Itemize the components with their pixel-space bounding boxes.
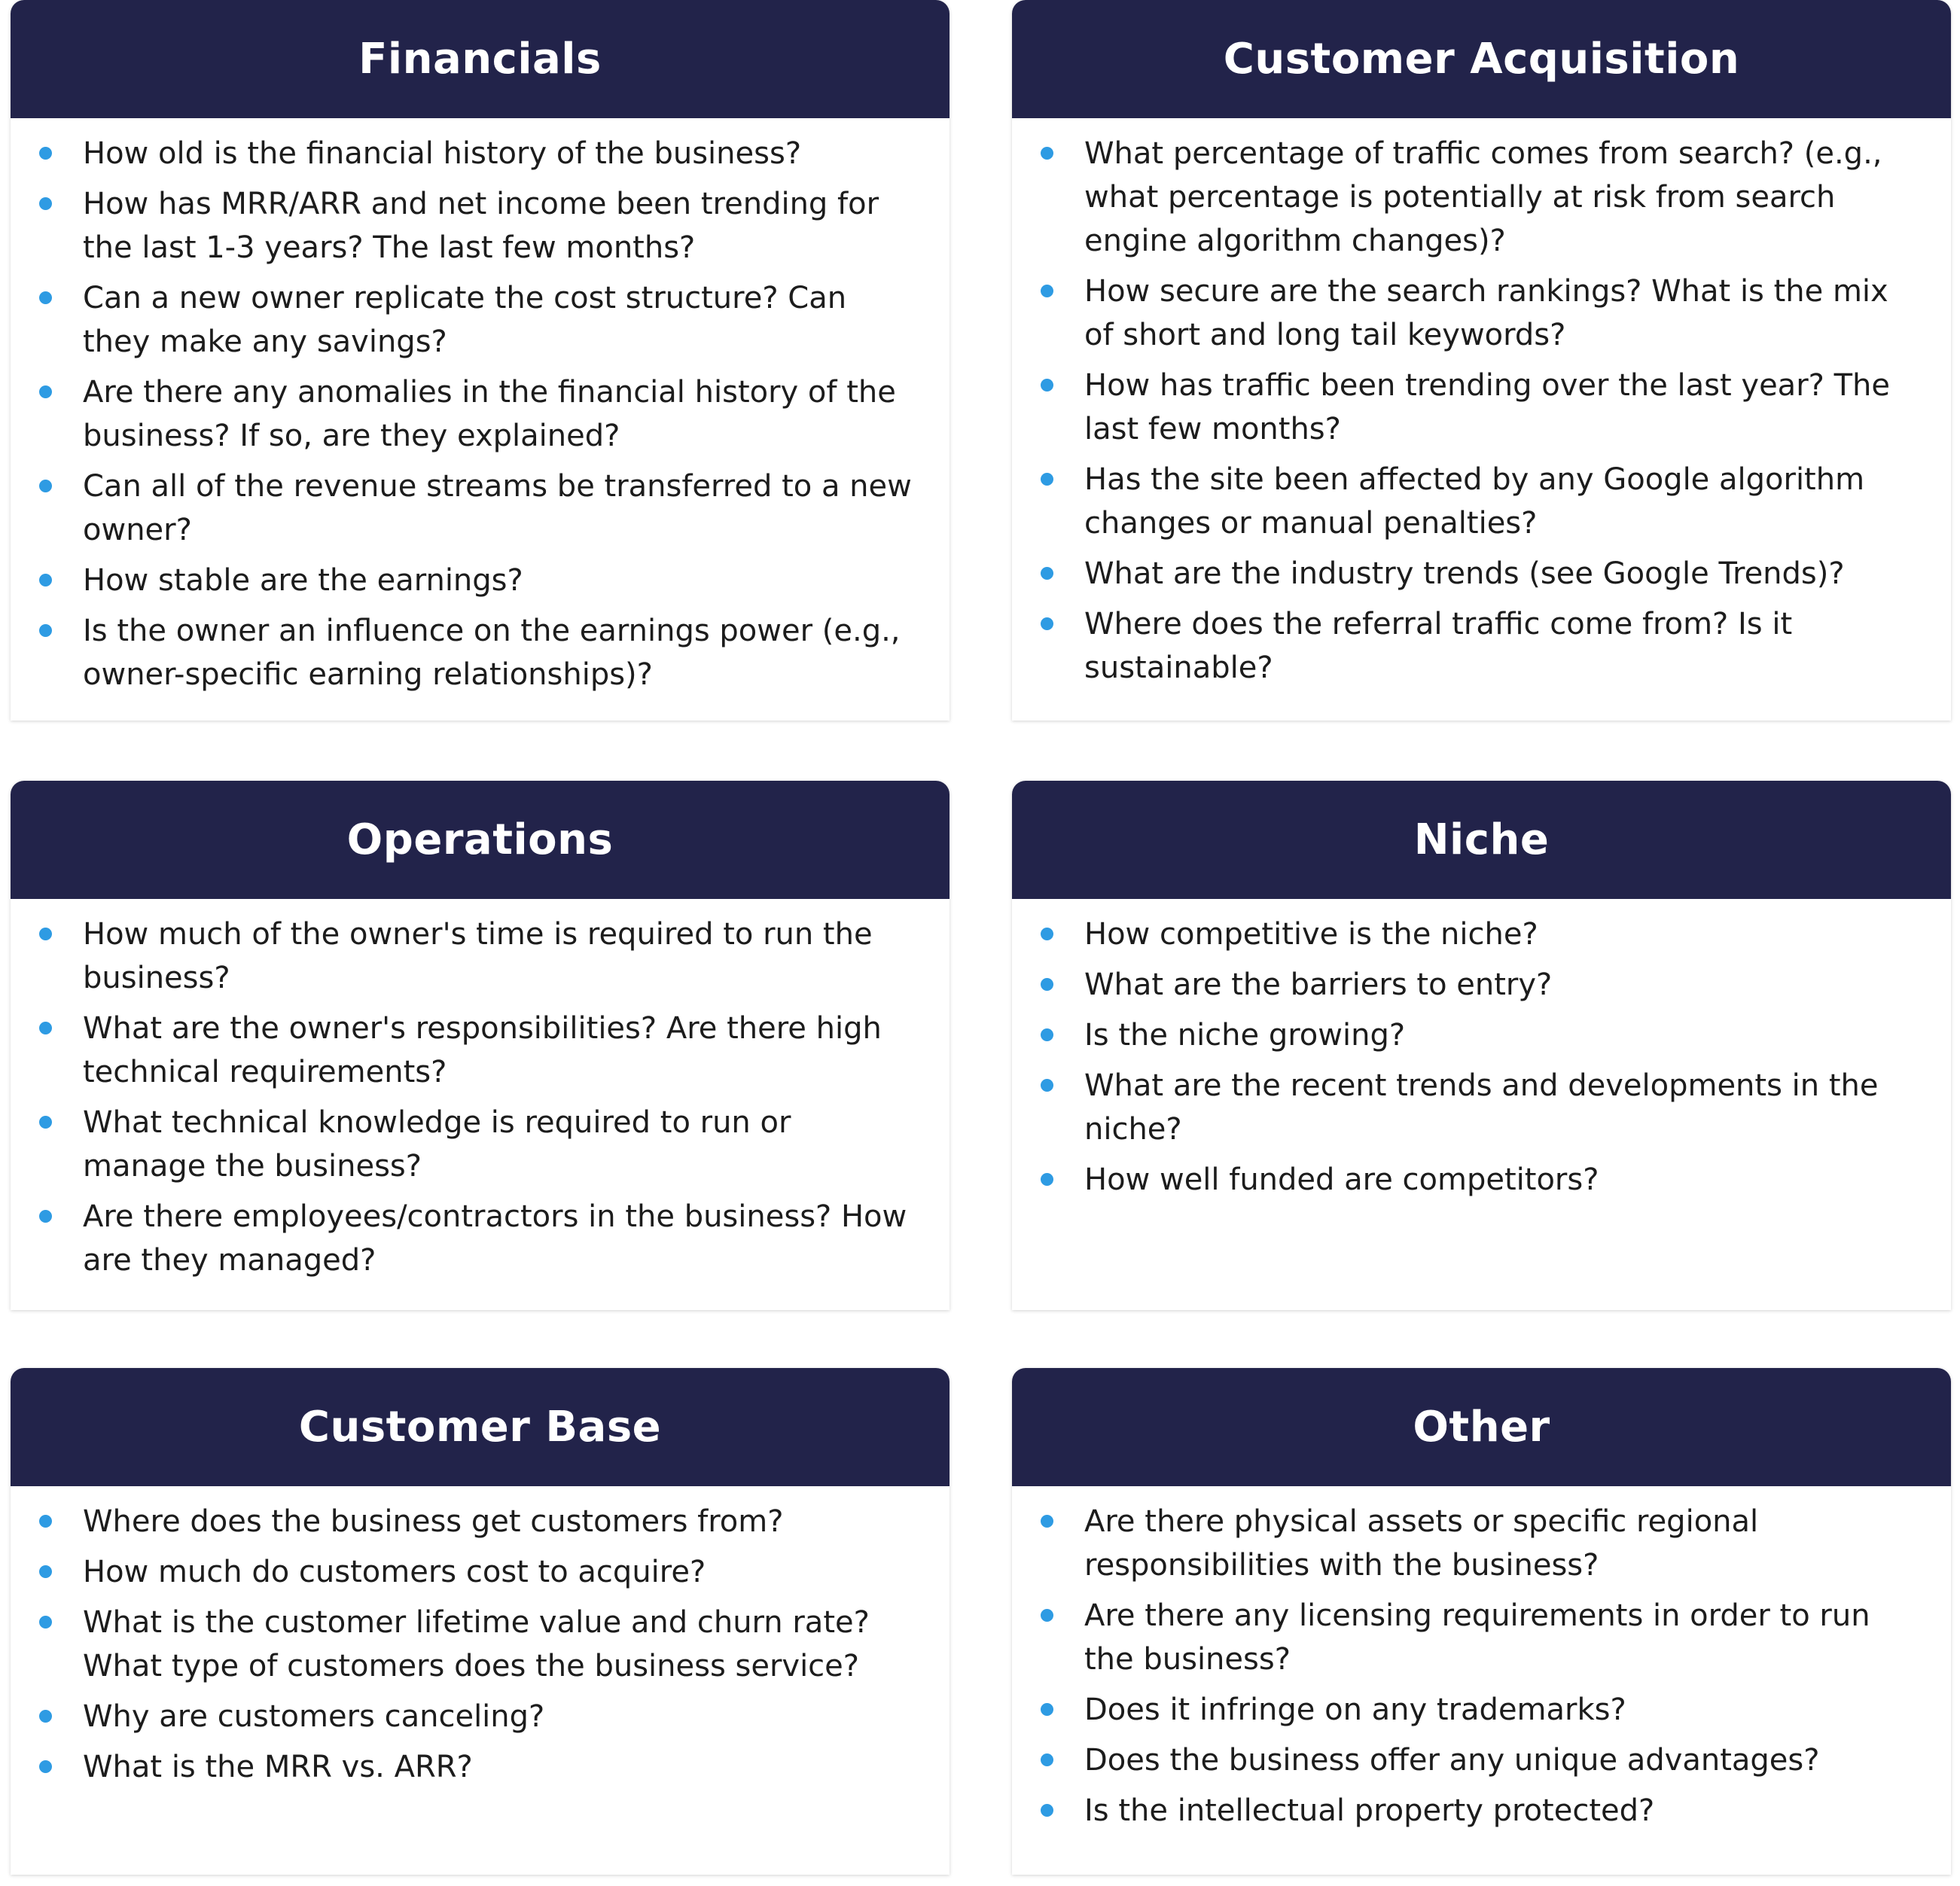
bullet-icon [39, 1210, 52, 1223]
list-item: How has MRR/ARR and net income been trending for the last 1-3 years? The last few months? [83, 182, 922, 270]
bullet-icon [1041, 567, 1053, 580]
list-item: What is the MRR vs. ARR? [83, 1745, 922, 1789]
list-item: Are there physical assets or specific regional responsibilities with the business? [1084, 1500, 1924, 1587]
question-list [1012, 1486, 1951, 1833]
bullet-icon [1041, 285, 1053, 297]
card-title: Niche [1413, 815, 1550, 864]
question-list [11, 1486, 950, 1789]
list-item: How much of the owner's time is required to run the business? [83, 913, 922, 1000]
card-title: Financials [358, 35, 602, 84]
bullet-icon [39, 147, 52, 160]
list-item: Are there employees/contractors in the business? How are they managed? [83, 1195, 922, 1282]
list-item: Can a new owner replicate the cost structure? Can they make any savings? [83, 276, 922, 364]
bullet-icon [1041, 1703, 1053, 1716]
bullet-icon [1041, 379, 1053, 392]
bullet-icon [1041, 1609, 1053, 1622]
list-item: How has traffic been trending over the last year? The last few months? [1084, 364, 1924, 451]
bullet-icon [1041, 928, 1053, 940]
card-title: Other [1413, 1403, 1550, 1452]
list-item: How much do customers cost to acquire? [83, 1550, 922, 1594]
bullet-icon [1041, 1515, 1053, 1528]
list-item: Does it infringe on any trademarks? [1084, 1688, 1924, 1732]
list-item: What are the barriers to entry? [1084, 963, 1924, 1007]
bullet-icon [39, 1616, 52, 1629]
card-header [11, 1368, 950, 1486]
card-niche [1012, 781, 1951, 1310]
question-list [11, 899, 950, 1282]
card-operations [11, 781, 950, 1310]
list-item: Has the site been affected by any Google algorithm changes or manual penalties? [1084, 458, 1924, 545]
list-item: How secure are the search rankings? What is the mix of short and long tail keywords? [1084, 270, 1924, 357]
list-item: Is the intellectual property protected? [1084, 1789, 1924, 1833]
bullet-icon [39, 624, 52, 637]
card-title: Customer Base [298, 1403, 662, 1452]
question-list [11, 118, 950, 696]
card-customer-acquisition [1012, 0, 1951, 721]
list-item: What are the recent trends and developments in the niche? [1084, 1064, 1924, 1151]
list-item: Where does the business get customers from? [83, 1500, 922, 1543]
bullet-icon [39, 1022, 52, 1034]
question-list [1012, 118, 1951, 690]
bullet-icon [1041, 1173, 1053, 1186]
list-item: What is the customer lifetime value and churn rate? What type of customers does the business service? [83, 1601, 922, 1688]
bullet-icon [1041, 1028, 1053, 1041]
bullet-icon [39, 385, 52, 398]
list-item: How stable are the earnings? [83, 559, 922, 602]
list-item: Why are customers canceling? [83, 1695, 922, 1738]
list-item: Is the niche growing? [1084, 1013, 1924, 1057]
list-item: Is the owner an influence on the earnings power (e.g., owner-specific earning relationships)? [83, 609, 922, 696]
list-item: What are the owner's responsibilities? Are there high technical requirements? [83, 1007, 922, 1094]
bullet-icon [39, 1710, 52, 1723]
bullet-icon [39, 197, 52, 210]
bullet-icon [39, 1565, 52, 1578]
bullet-icon [39, 1116, 52, 1129]
list-item: What percentage of traffic comes from search? (e.g., what percentage is potentially at risk from search engine algorithm changes)? [1084, 132, 1924, 263]
card-header [1012, 1368, 1951, 1486]
list-item: Where does the referral traffic come from? Is it sustainable? [1084, 602, 1924, 690]
bullet-icon [1041, 1079, 1053, 1092]
list-item: Can all of the revenue streams be transferred to a new owner? [83, 465, 922, 552]
bullet-icon [39, 1515, 52, 1528]
bullet-icon [39, 1760, 52, 1773]
list-item: Does the business offer any unique advantages? [1084, 1738, 1924, 1782]
bullet-icon [1041, 1753, 1053, 1766]
card-financials [11, 0, 950, 721]
list-item: Are there any licensing requirements in order to run the business? [1084, 1594, 1924, 1681]
list-item: What are the industry trends (see Google Trends)? [1084, 552, 1924, 596]
bullet-icon [1041, 147, 1053, 160]
card-header [11, 781, 950, 899]
card-title: Operations [346, 815, 614, 864]
bullet-icon [1041, 473, 1053, 486]
card-header [1012, 0, 1951, 118]
bullet-icon [39, 928, 52, 940]
bullet-icon [39, 574, 52, 587]
list-item: How old is the financial history of the business? [83, 132, 922, 175]
card-header [11, 0, 950, 118]
question-list [1012, 899, 1951, 1202]
bullet-icon [1041, 1804, 1053, 1817]
bullet-icon [1041, 617, 1053, 630]
bullet-icon [39, 480, 52, 492]
list-item: How competitive is the niche? [1084, 913, 1924, 956]
card-customer-base [11, 1368, 950, 1875]
list-item: How well funded are competitors? [1084, 1158, 1924, 1202]
list-item: What technical knowledge is required to run or manage the business? [83, 1101, 922, 1188]
bullet-icon [1041, 978, 1053, 991]
card-other [1012, 1368, 1951, 1875]
bullet-icon [39, 291, 52, 304]
list-item: Are there any anomalies in the financial history of the business? If so, are they explained? [83, 370, 922, 458]
card-header [1012, 781, 1951, 899]
card-title: Customer Acquisition [1223, 35, 1740, 84]
